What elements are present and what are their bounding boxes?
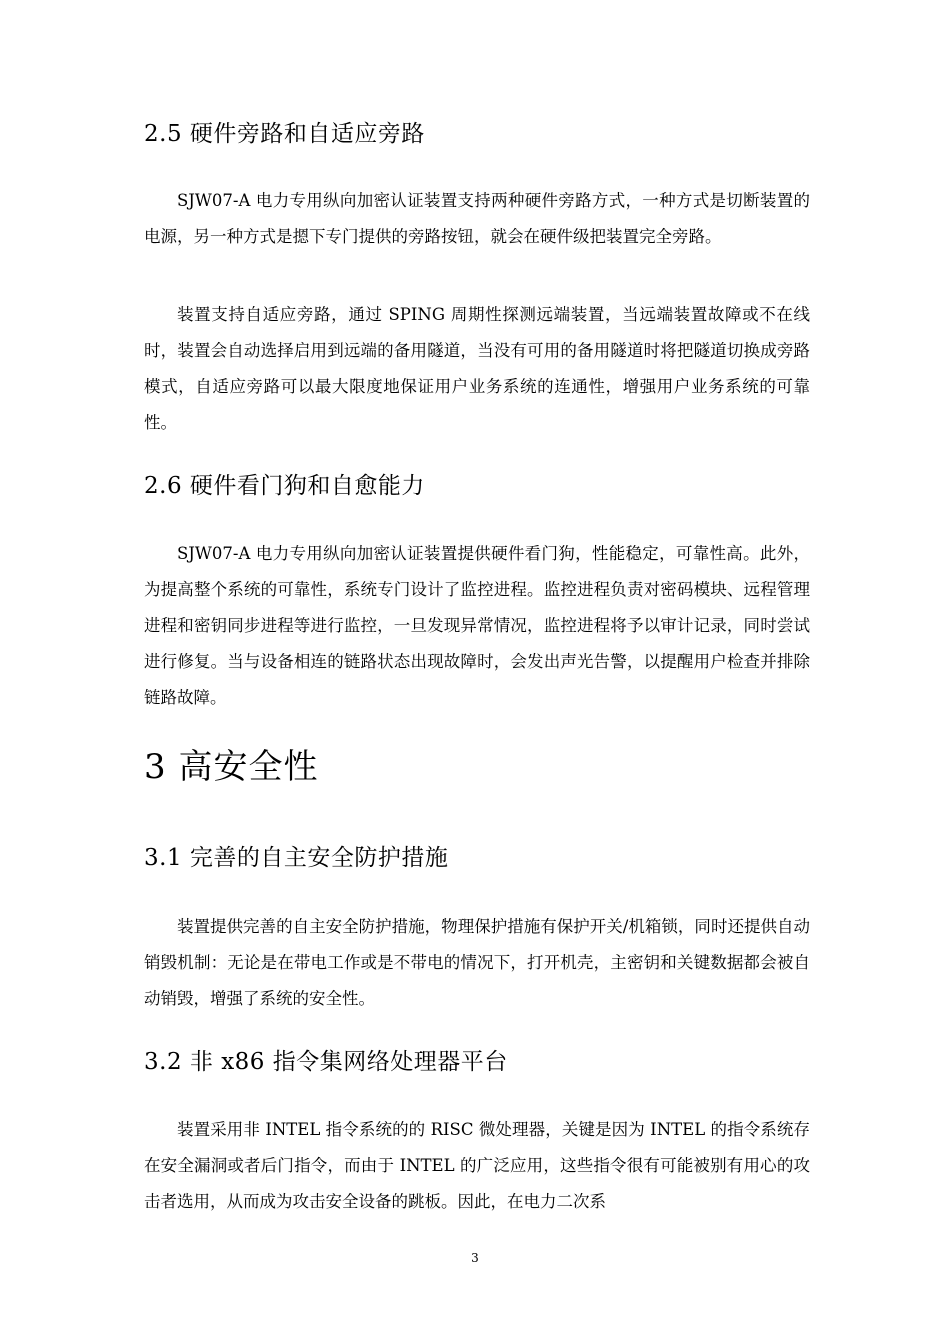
chapter-heading-3: 3 高安全性 [144, 747, 319, 787]
section-heading-3-2: 3.2 非 x86 指令集网络处理器平台 [144, 1049, 508, 1075]
paragraph-3-1-1: 装置提供完善的自主安全防护措施，物理保护措施有保护开关/机箱锁，同时还提供自动销毁机制：无论是在带电工作或是不带电的情况下，打开机壳，主密钥和关键数据都会被自动销毁，增强了系统的安全性。 [144, 917, 810, 1008]
paragraph-2-6-1: SJW07-A 电力专用纵向加密认证装置提供硬件看门狗，性能稳定，可靠性高。此外，为提高整个系统的可靠性，系统专门设计了监控进程。监控进程负责对密码模块、远程管理进程和密钥同步进程等进行监控，一旦发现异常情况，监控进程将予以审计记录，同时尝试进行修复。当与设备相连的链路状态出现故障时，会发出声光告警，以提醒用户检查并排除链路故障。 [144, 544, 810, 707]
paragraph-2-5-2: 装置支持自适应旁路，通过 SPING 周期性探测远端装置，当远端装置故障或不在线时，装置会自动选择启用到远端的备用隧道，当没有可用的备用隧道时将把隧道切换成旁路模式，自适应旁路可以最大限度地保证用户业务系统的连通性，增强用户业务系统的可靠性。 [144, 305, 810, 432]
paragraph-3-2-1: 装置采用非 INTEL 指令系统的的 RISC 微处理器，关键是因为 INTEL 的指令系统存在安全漏洞或者后门指令，而由于 INTEL 的广泛应用，这些指令很有可能被别有用心的攻击者选用，从而成为攻击安全设备的跳板。因此，在电力二次系 [144, 1120, 810, 1211]
section-heading-2-5: 2.5 硬件旁路和自适应旁路 [144, 121, 425, 147]
page-number: 3 [471, 1251, 479, 1265]
section-heading-3-1: 3.1 完善的自主安全防护措施 [144, 845, 449, 871]
paragraph-2-5-1: SJW07-A 电力专用纵向加密认证装置支持两种硬件旁路方式，一种方式是切断装置的电源，另一种方式是摁下专门提供的旁路按钮，就会在硬件级把装置完全旁路。 [144, 191, 810, 246]
section-heading-2-6: 2.6 硬件看门狗和自愈能力 [144, 473, 425, 499]
